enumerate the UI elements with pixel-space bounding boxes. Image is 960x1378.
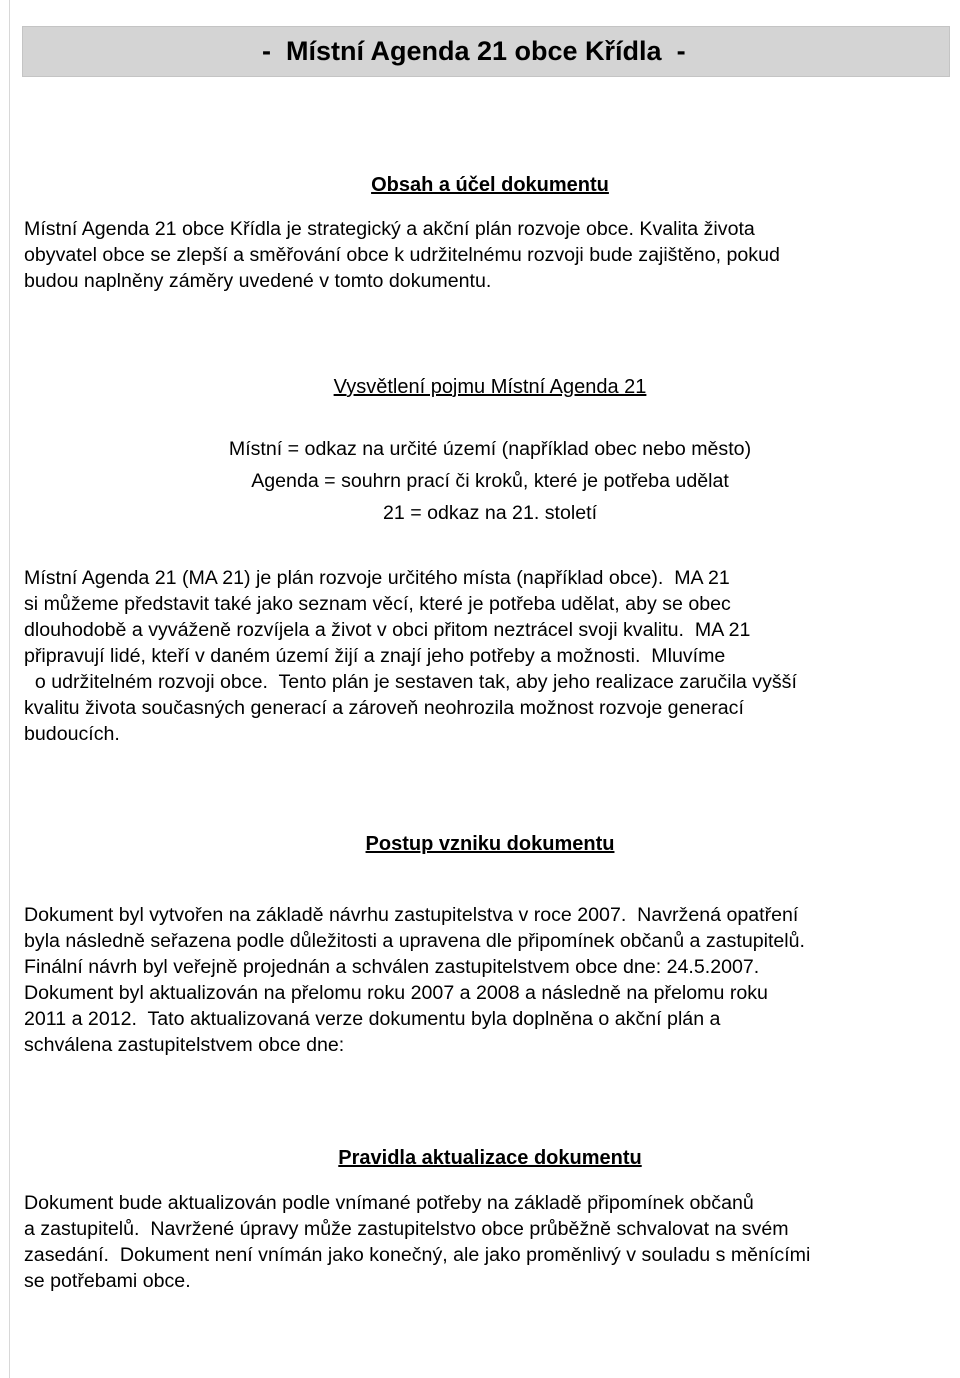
- text-line: 2011 a 2012. Tato aktualizovaná verze dokumentu byla doplněna o akční plán a: [24, 1008, 721, 1030]
- paragraph-postup: [24, 902, 960, 1058]
- heading-obsah: Obsah a účel dokumentu: [371, 174, 609, 196]
- heading-vysvetleni: Vysvětlení pojmu Místní Agenda 21: [333, 376, 647, 398]
- document-title: - Místní Agenda 21 obce Křídla -: [262, 36, 686, 66]
- text-line: si můžeme představit také jako seznam věcí, které je potřeba udělat, aby se obec: [24, 593, 731, 615]
- text-line: se potřebami obce.: [24, 1270, 191, 1292]
- definition-21: 21 = odkaz na 21. století: [382, 502, 598, 524]
- paragraph-obsah: [24, 216, 960, 294]
- text-line: Finální návrh byl veřejně projednán a schválen zastupitelstvem obce dne: 24.5.2007.: [24, 956, 760, 978]
- text-line: Místní Agenda 21 (MA 21) je plán rozvoje určitého místa (například obce). MA 21: [24, 567, 730, 589]
- text-line: budou naplněny záměry uvedené v tomto dokumentu.: [24, 270, 492, 292]
- page-edge-line: [9, 0, 10, 1378]
- paragraph-vysvetleni: [24, 565, 960, 747]
- text-line: o udržitelném rozvoji obce. Tento plán je sestaven tak, aby jeho realizace zaručila vyšší: [24, 671, 797, 693]
- heading-pravidla: Pravidla aktualizace dokumentu: [338, 1147, 642, 1169]
- paragraph-pravidla: [24, 1190, 960, 1294]
- text-line: byla následně seřazena podle důležitosti a upravena dle připomínek občanů a zastupitelů.: [24, 930, 806, 952]
- text-line: zasedání. Dokument není vnímán jako konečný, ale jako proměnlivý v souladu s měnícími: [24, 1244, 811, 1266]
- text-line: Dokument byl aktualizován na přelomu roku 2007 a 2008 a následně na přelomu roku: [24, 982, 768, 1004]
- text-line: Místní Agenda 21 obce Křídla je strategický a akční plán rozvoje obce. Kvalita života: [24, 218, 755, 240]
- text-line: budoucích.: [24, 723, 120, 745]
- text-line: kvalitu života současných generací a zároveň neohrozila možnost rozvoje generací: [24, 697, 744, 719]
- text-line: Dokument bude aktualizován podle vnímané potřeby na základě připomínek občanů: [24, 1192, 754, 1214]
- heading-postup: Postup vzniku dokumentu: [365, 833, 615, 855]
- text-line: schválena zastupitelstvem obce dne:: [24, 1034, 345, 1056]
- text-line: dlouhodobě a vyváženě rozvíjela a život v obci přitom neztrácel svoji kvalitu. MA 21: [24, 619, 751, 641]
- text-line: obyvatel obce se zlepší a směřování obce k udržitelnému rozvoji bude zajištěno, pokud: [24, 244, 780, 266]
- text-line: připravují lidé, kteří v daném území žijí a znají jeho potřeby a možnosti. Mluvíme: [24, 645, 726, 667]
- definition-mistni: Místní = odkaz na určité území (například obec nebo město): [228, 438, 752, 460]
- definition-agenda: Agenda = souhrn prací či kroků, které je potřeba udělat: [251, 470, 729, 492]
- text-line: a zastupitelů. Navržené úpravy může zastupitelstvo obce průběžně schvalovat na svém: [24, 1218, 789, 1240]
- definitions-block: [0, 433, 960, 529]
- text-line: Dokument byl vytvořen na základě návrhu zastupitelstva v roce 2007. Navržená opatření: [24, 904, 799, 926]
